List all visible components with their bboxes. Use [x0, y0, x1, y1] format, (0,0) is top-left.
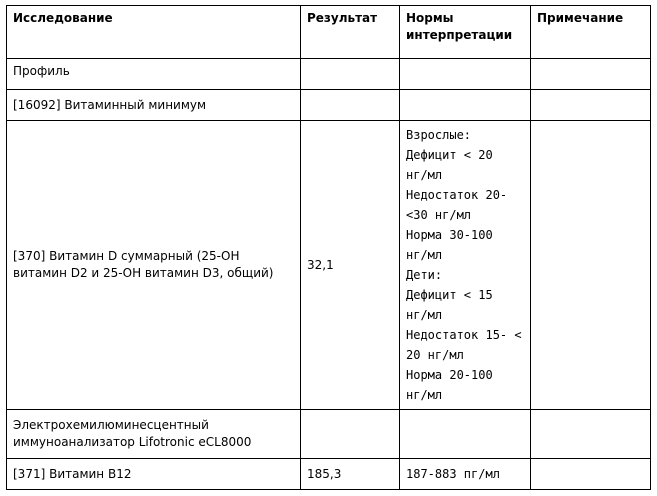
- table-row-vitamin-b12: [7, 459, 651, 490]
- vitamin-b12-test-cell: [371] Витамин В12: [7, 459, 301, 490]
- empty-cell: [531, 410, 651, 459]
- header-note: Примечание: [531, 6, 651, 59]
- empty-cell: [531, 59, 651, 90]
- analyzer-cell: Электрохемилюминесцентный иммуноанализатор Lifotronic eCL8000: [7, 410, 301, 459]
- empty-cell: [531, 90, 651, 121]
- vitamin-d-result-cell: 32,1: [301, 121, 400, 410]
- vitamin-b12-result-cell: 185,3: [301, 459, 400, 490]
- empty-cell: [301, 90, 400, 121]
- empty-cell: [531, 459, 651, 490]
- norm-line: <30 нг/мл: [406, 208, 472, 222]
- results-table: [6, 5, 651, 490]
- norm-line: Дефицит < 20: [406, 148, 493, 162]
- norm-line: Недостаток 20-: [406, 188, 508, 202]
- empty-cell: [531, 121, 651, 410]
- profile-cell: Профиль: [7, 59, 301, 90]
- empty-cell: [400, 59, 531, 90]
- empty-cell: [400, 90, 531, 121]
- header-result: Результат: [301, 6, 400, 59]
- table-header-row: [7, 6, 651, 59]
- empty-cell: [301, 410, 400, 459]
- table-row-vitamin-minimum: [7, 90, 651, 121]
- norm-line: нг/мл: [406, 248, 443, 262]
- vitamin-b12-norms-cell: 187-883 пг/мл: [400, 459, 531, 490]
- norm-line: нг/мл: [406, 388, 443, 402]
- empty-cell: [400, 410, 531, 459]
- vitamin-d-norms-cell: [400, 121, 531, 410]
- vitamin-d-test-cell: [370] Витамин D суммарный (25-OH витамин D2 и 25-OH витамин D3, общий): [7, 121, 301, 410]
- vitamin-minimum-cell: [16092] Витаминный минимум: [7, 90, 301, 121]
- norm-line: нг/мл: [406, 308, 443, 322]
- norm-line: Взрослые:: [406, 128, 472, 142]
- empty-cell: [301, 59, 400, 90]
- norm-line: Норма 30-100: [406, 228, 493, 242]
- norm-line: Недостаток 15- <: [406, 328, 522, 342]
- header-test: Исследование: [7, 6, 301, 59]
- norm-line: Дефицит < 15: [406, 288, 493, 302]
- table-row-analyzer: [7, 410, 651, 459]
- norm-line: 20 нг/мл: [406, 348, 464, 362]
- norm-line: Норма 20-100: [406, 368, 493, 382]
- table-row-profile: [7, 59, 651, 90]
- header-norms: Нормы интерпретации: [400, 6, 531, 59]
- norm-line: Дети:: [406, 268, 443, 282]
- table-row-vitamin-d: [7, 121, 651, 410]
- norm-line: нг/мл: [406, 168, 443, 182]
